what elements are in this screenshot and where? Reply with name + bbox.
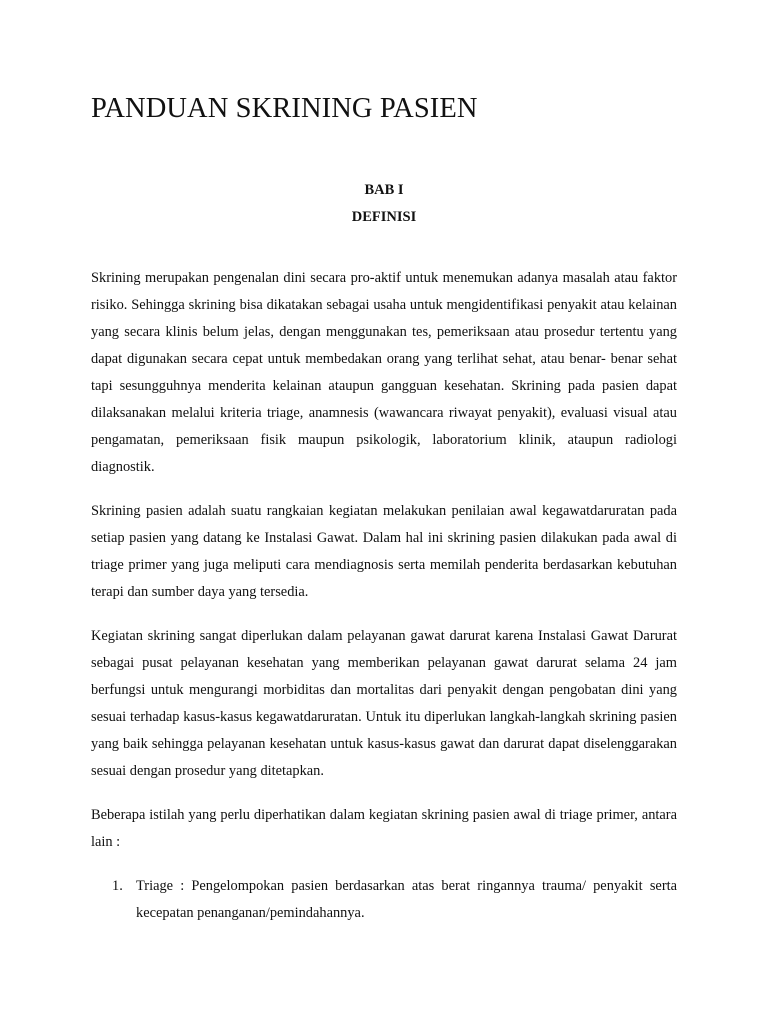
terms-list: [91, 873, 677, 927]
document-title: PANDUAN SKRINING PASIEN: [91, 93, 478, 124]
document-body: [91, 265, 677, 927]
paragraph-screening-importance: Kegiatan skrining sangat diperlukan dalam pelayanan gawat darurat karena Instalasi Gawat Darurat sebagai pusat pelayanan kesehatan yang memberikan pelayanan gawat darurat selama 24 jam berfungsi untuk mengurangi morbiditas dan mortalitas dari penyakit dengan pengobatan dini yang sesuai terhadap kasus-kasus kegawatdaruratan. Untuk itu diperlukan langkah-langkah skrining pasien yang baik sehingga pelayanan kesehatan untuk kasus-kasus gawat dan darurat dapat diselenggarakan sesuai dengan prosedur yang ditetapkan.: [91, 628, 677, 779]
list-item-number: 1.: [112, 878, 123, 894]
chapter-number: BAB I: [364, 182, 404, 198]
paragraph-terms-intro: Beberapa istilah yang perlu diperhatikan dalam kegiatan skrining pasien awal di triage primer, antara lain :: [91, 807, 677, 850]
paragraph-patient-screening: Skrining pasien adalah suatu rangkaian kegiatan melakukan penilaian awal kegawatdaruratan pada setiap pasien yang datang ke Instalasi Gawat. Dalam hal ini skrining pasien dilakukan pada awal di triage primer yang juga meliputi cara mendiagnosis serta memilah penderita berdasarkan kebutuhan terapi dan sumber daya yang tersedia.: [91, 503, 677, 600]
chapter-name: DEFINISI: [351, 209, 417, 225]
paragraph-definition: Skrining merupakan pengenalan dini secara pro-aktif untuk menemukan adanya masalah atau faktor risiko. Sehingga skrining bisa dikatakan sebagai usaha untuk mengidentifikasi penyakit atau kelainan yang secara klinis belum jelas, dengan menggunakan tes, pemeriksaan atau prosedur tertentu yang dapat digunakan secara cepat untuk membedakan orang yang terlihat sehat, atau benar- benar sehat tapi sesungguhnya menderita kelainan ataupun gangguan kesehatan. Skrining pada pasien dapat dilaksanakan melalui kriteria triage, anamnesis (wawancara riwayat penyakit), evaluasi visual atau pengamatan, pemeriksaan fisik maupun psikologik, laboratorium klinik, ataupun radiologi diagnostik.: [91, 270, 677, 475]
list-item-text: Triage : Pengelompokan pasien berdasarkan atas berat ringannya trauma/ penyakit serta kecepatan penanganan/pemindahannya.: [136, 878, 677, 921]
list-item: [91, 873, 677, 927]
